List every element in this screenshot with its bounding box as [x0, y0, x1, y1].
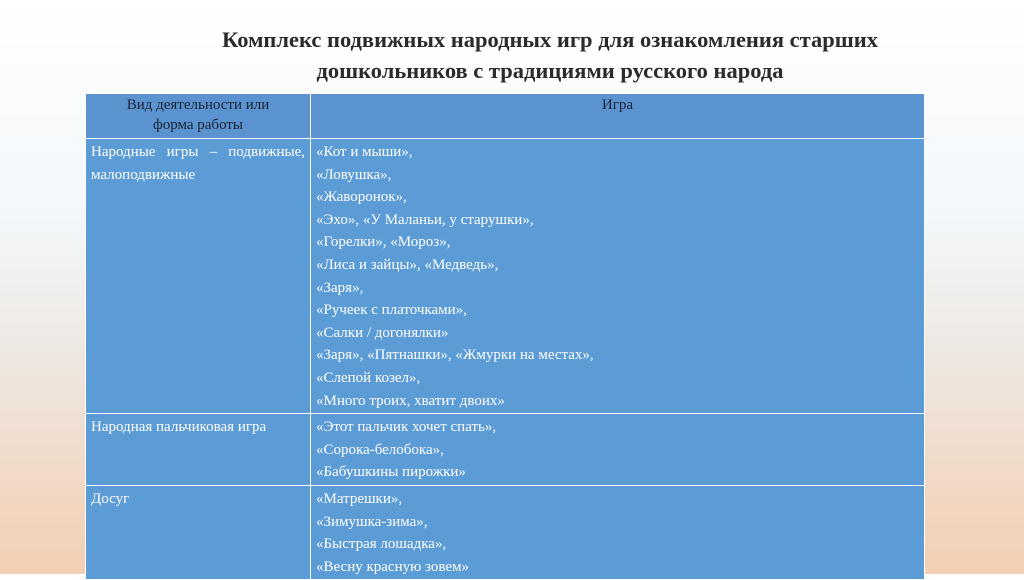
- header-activity-type-line-1: Вид деятельности или: [126, 97, 270, 113]
- games-table: [85, 93, 925, 580]
- table-row: [86, 139, 925, 414]
- games-cell: [311, 139, 925, 414]
- game-item: «Сорока-белобока»,: [316, 441, 444, 458]
- game-item: «Много троих, хватит двоих»: [316, 392, 505, 409]
- activity-type-cell: Досуг: [86, 485, 311, 579]
- header-game: Игра: [311, 94, 925, 139]
- game-item: «Салки / догонялки»: [316, 324, 449, 341]
- game-item: «Ловушка»,: [316, 166, 392, 183]
- slide-title-line-1: Комплекс подвижных народных игр для ознакомления старших: [222, 27, 878, 52]
- game-item: «Горелки», «Мороз»,: [316, 234, 451, 251]
- slide-title: [60, 24, 1024, 86]
- games-cell: [311, 485, 925, 579]
- table-row: [86, 414, 925, 486]
- game-item: «Ручеек с платочками»,: [316, 302, 467, 319]
- activity-type-cell: Народные игры – подвижные, малоподвижные: [86, 139, 311, 414]
- game-item: «Зимушка-зима»,: [316, 513, 428, 530]
- activity-type-cell: Народная пальчиковая игра: [86, 414, 311, 486]
- game-item: «Матрешки»,: [316, 490, 403, 507]
- games-cell: [311, 414, 925, 486]
- slide-title-line-2: дошкольников с традициями русского народа: [316, 58, 784, 83]
- game-item: «Кот и мыши»,: [316, 144, 413, 160]
- game-item: «Этот пальчик хочет спать»,: [316, 419, 497, 436]
- game-item: «Эхо», «У Маланьи, у старушки»,: [316, 211, 534, 228]
- game-item: «Заря»,: [316, 279, 364, 296]
- game-item: «Слепой козел»,: [316, 369, 421, 386]
- header-activity-type-line-2: форма работы: [152, 117, 243, 133]
- game-item: «Бабушкины пирожки»: [316, 464, 466, 481]
- game-item: «Быстрая лошадка»,: [316, 536, 447, 553]
- table-header-row: [86, 94, 925, 139]
- game-item: «Заря», «Пятнашки», «Жмурки на местах»,: [316, 347, 594, 364]
- game-item: «Лиса и зайцы», «Медведь»,: [316, 256, 499, 273]
- game-item: «Весну красную зовем»: [316, 558, 470, 575]
- header-activity-type: [86, 94, 311, 139]
- game-item: «Жаворонок»,: [316, 189, 407, 206]
- table-row: [86, 485, 925, 579]
